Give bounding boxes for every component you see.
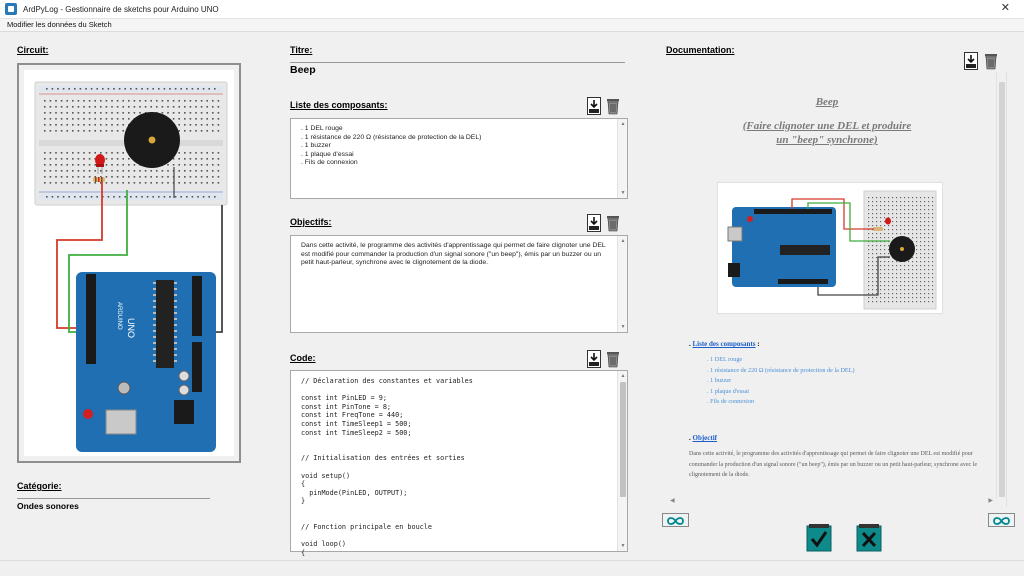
title-label: Titre: (290, 45, 313, 55)
doc-components-suffix: : (755, 340, 760, 348)
objectives-textarea[interactable] (290, 235, 628, 333)
objectives-text: Dans cette activité, le programme des activités d'apprentissage qui permet de faire clignoter une DEL est modifié pour commander la production d'un signal sonore ("un beep"), émis par un buzzer ou un petit haut-parleur, synchrone avec le clignotement de la diode. (301, 242, 608, 267)
doc-components-item: . 1 buzzer (707, 377, 732, 384)
doc-vertical-scrollbar[interactable] (996, 72, 1006, 498)
title-bar (0, 0, 1024, 19)
doc-components-heading (689, 340, 760, 348)
doc-components-item: . 1 résistance de 220 Ω (résistance de protection de la DEL) (707, 366, 855, 374)
doc-components-prefix: . (689, 340, 693, 348)
doc-scroll-thumb[interactable] (999, 82, 1005, 497)
doc-components-item: . 1 plaque d'essai (707, 387, 750, 395)
scroll-left-icon[interactable]: ◀ (670, 498, 675, 504)
window-title: ArdPyLog - Gestionnaire de sketchs pour Arduino UNO (23, 4, 219, 14)
code-text: // Déclaration des constantes et variables const int PinLED = 9; const int PinTone = 8; const int FreqTone = 440; const int TimeSleep1 = 500; const int TimeSleep2 = 500; // Initialisation des entrées et sorties void setup() { pinMode(PinLED, OUTPUT); } // Fonction principale en boucle void loop() { (301, 377, 473, 557)
code-scrollbar[interactable] (617, 371, 627, 551)
scroll-down-icon[interactable]: ▼ (620, 543, 626, 549)
arduino-infinity-icon[interactable] (662, 513, 689, 527)
documentation-label: Documentation: (666, 45, 735, 55)
title-divider (290, 62, 625, 63)
doc-title-line3: un "beep" synchrone) (776, 134, 878, 146)
code-label: Code: (290, 353, 316, 363)
doc-title-line1: Beep (815, 96, 839, 108)
import-file-icon[interactable] (964, 52, 978, 70)
category-divider (17, 498, 210, 499)
doc-objective-text: Dans cette activité, le programme des activités d'apprentissage qui permet de faire clignoter une DEL est modifié pour commander la production d'un signal sonore ("un beep"), émis par un buzzer ou un petit haut-parleur, synchrone avec le clignotement de la diode. (689, 451, 977, 478)
components-text: . 1 DEL rouge . 1 résistance de 220 Ω (résistance de protection de la DEL) . 1 buzzer . 1 plaque d'essai . Fils de connexion (301, 125, 482, 167)
scroll-down-icon[interactable]: ▼ (620, 324, 626, 330)
arduino-infinity-icon[interactable] (988, 513, 1015, 527)
documentation-viewer[interactable] (662, 72, 1007, 507)
status-bar (0, 560, 1024, 576)
objectives-scrollbar[interactable] (617, 236, 627, 332)
scroll-up-icon[interactable]: ▲ (620, 373, 626, 379)
board-name-label: ARDUINO (116, 302, 122, 330)
components-label: Liste des composants: (290, 100, 388, 110)
doc-title-line2: (Faire clignoter une DEL et produire (742, 120, 912, 132)
scroll-up-icon[interactable]: ▲ (620, 121, 626, 127)
doc-objective-link[interactable]: Objectif (692, 434, 717, 442)
confirm-check-icon[interactable] (806, 523, 832, 552)
circuit-image-frame (17, 63, 241, 463)
objectives-label: Objectifs: (290, 217, 332, 227)
components-scrollbar[interactable] (617, 119, 627, 198)
doc-components-list (707, 355, 855, 408)
doc-objective-prefix: . (689, 434, 693, 442)
scroll-up-icon[interactable]: ▲ (620, 238, 626, 244)
trash-icon[interactable] (606, 214, 620, 232)
trash-icon[interactable] (984, 52, 998, 70)
cancel-x-icon[interactable] (856, 523, 882, 552)
doc-horizontal-scrollbar[interactable] (670, 497, 993, 506)
doc-components-link[interactable]: Liste des composants (692, 340, 756, 348)
category-label: Catégorie: (17, 481, 62, 491)
category-value: Ondes sonores (17, 501, 79, 511)
menu-bar (0, 19, 1024, 32)
code-scroll-thumb[interactable] (620, 382, 626, 497)
scroll-right-icon[interactable]: ▶ (988, 498, 993, 504)
components-textarea[interactable] (290, 118, 628, 199)
doc-circuit-image (717, 182, 943, 314)
circuit-label: Circuit: (17, 45, 49, 55)
doc-objective-heading (689, 434, 717, 442)
import-file-icon[interactable] (587, 350, 601, 368)
doc-components-item: . Fils de connexion (707, 398, 755, 405)
trash-icon[interactable] (606, 97, 620, 115)
circuit-diagram (24, 70, 234, 456)
sketch-title-value[interactable]: Beep (290, 64, 316, 76)
close-icon[interactable]: ✕ (1000, 2, 1010, 14)
import-file-icon[interactable] (587, 97, 601, 115)
scroll-down-icon[interactable]: ▼ (620, 190, 626, 196)
trash-icon[interactable] (606, 350, 620, 368)
circuit-image (24, 70, 234, 456)
board-brand-label: UNO (126, 318, 136, 338)
menu-item-edit-sketch[interactable]: Modifier les données du Sketch (7, 20, 112, 29)
code-editor[interactable] (290, 370, 628, 557)
import-file-icon[interactable] (587, 214, 601, 232)
doc-components-item: . 1 DEL rouge (707, 356, 743, 363)
app-icon (5, 3, 17, 15)
